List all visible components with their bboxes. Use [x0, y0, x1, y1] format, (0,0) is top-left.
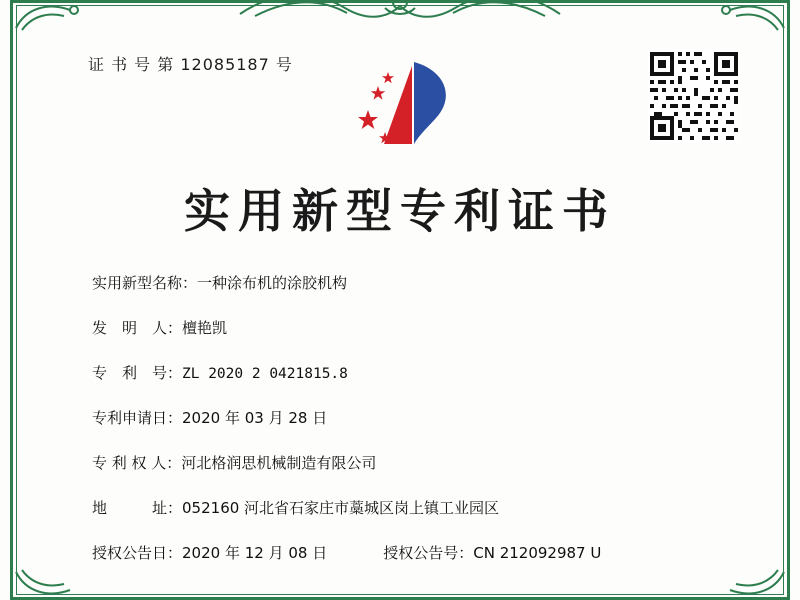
- grant-date-label: 授权公告日：: [92, 544, 183, 562]
- corner-ornament-top-left: [14, 0, 84, 34]
- corner-ornament-bottom-left: [14, 566, 84, 600]
- field-value: 2020 年 03 月 28 日: [182, 409, 328, 427]
- corner-ornament-bottom-right: [716, 566, 786, 600]
- field-row-patent-number: [92, 362, 740, 383]
- field-value: 河北格润思机械制造有限公司: [181, 454, 377, 472]
- corner-ornament-top-right: [716, 0, 786, 34]
- certificate-fields: [92, 272, 740, 563]
- grant-date-value: 2020 年 12 月 08 日: [182, 544, 328, 562]
- field-row-patentee: [92, 452, 740, 473]
- top-ornament: [235, 0, 565, 20]
- field-row-application-date: [92, 407, 740, 428]
- field-label: 发 明 人：: [92, 319, 183, 337]
- field-label: 专利申请日：: [92, 409, 183, 427]
- field-value: 一种涂布机的涂胶机构: [197, 274, 348, 292]
- cnipa-patent-logo-icon: [340, 48, 470, 158]
- grant-number-group: [383, 542, 601, 563]
- grant-number-label: 授权公告号：: [383, 544, 474, 562]
- field-value: ZL 2020 2 0421815.8: [182, 366, 348, 382]
- field-row-utility-model-name: [92, 272, 740, 293]
- page-title: 实用新型专利证书: [184, 184, 616, 238]
- grant-number-value: CN 212092987 U: [473, 544, 602, 562]
- certificate-number: 证 书 号 第 12085187 号: [88, 55, 293, 74]
- field-label: 专 利 号：: [92, 364, 183, 382]
- field-label: 专 利 权 人：: [92, 454, 182, 472]
- qr-code-icon: [648, 50, 740, 142]
- field-row-inventor: [92, 317, 740, 338]
- field-row-grant-announcement: [92, 542, 740, 563]
- field-label: 实用新型名称：: [92, 274, 198, 292]
- field-label: 地 址：: [92, 499, 183, 517]
- field-row-address: [92, 497, 740, 518]
- field-value: 052160 河北省石家庄市藁城区岗上镇工业园区: [182, 499, 500, 517]
- field-value: 檀艳凯: [182, 319, 228, 337]
